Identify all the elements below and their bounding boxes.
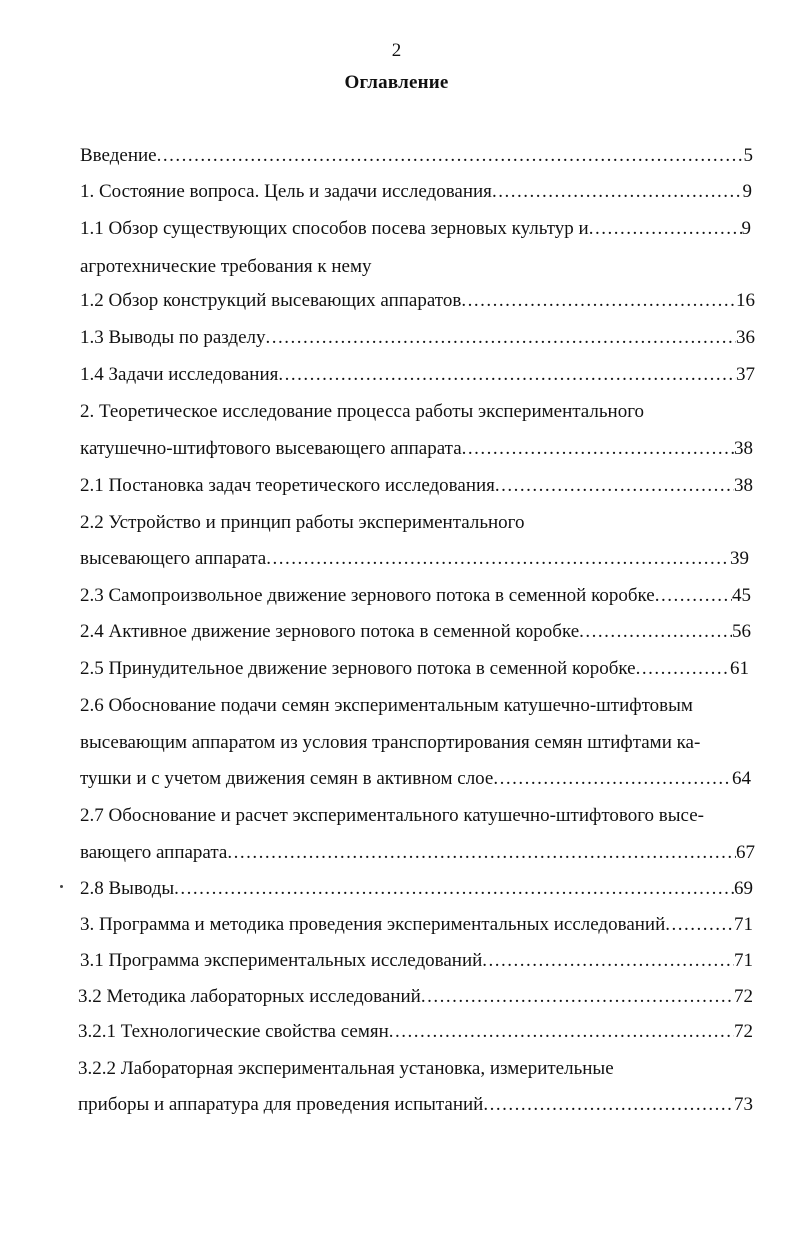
toc-entry-2-6[interactable] bbox=[80, 768, 751, 790]
dot-leader bbox=[495, 475, 734, 497]
toc-entry-1-1[interactable] bbox=[80, 218, 751, 240]
toc-entry-3-1[interactable] bbox=[80, 950, 753, 972]
toc-page-number: 71 bbox=[734, 950, 753, 971]
stray-mark bbox=[60, 885, 63, 888]
toc-entry-text: 1. Состояние вопроса. Цель и задачи исследования bbox=[80, 181, 492, 202]
toc-page-number: 5 bbox=[743, 145, 753, 166]
dot-leader bbox=[579, 621, 732, 643]
toc-entry-text: катушечно-штифтового высевающего аппарата bbox=[80, 438, 462, 459]
dot-leader bbox=[655, 585, 732, 607]
toc-entry-text: 2.3 Самопроизвольное движение зернового потока в семенной коробке bbox=[80, 585, 655, 606]
toc-entry-2-1[interactable] bbox=[80, 475, 753, 497]
toc-entry-text: 3.1 Программа экспериментальных исследований bbox=[80, 950, 483, 971]
toc-entry-text: высевающего аппарата bbox=[80, 548, 267, 569]
toc-entry-continuation: агротехнические требования к нему bbox=[80, 256, 372, 277]
toc-entry-2-heading: 2. Теоретическое исследование процесса работы экспериментального bbox=[80, 401, 645, 422]
toc-entry-text: тушки и с учетом движения семян в активном слое bbox=[80, 768, 494, 789]
toc-page-number: 37 bbox=[736, 364, 755, 385]
toc-entry-text: 2.4 Активное движение зернового потока в семенной коробке bbox=[80, 621, 580, 642]
toc-entry-2-7-heading: 2.7 Обоснование и расчет экспериментального катушечно-штифтового высе- bbox=[80, 805, 704, 826]
dot-leader bbox=[157, 145, 744, 167]
toc-entry-1-3[interactable] bbox=[80, 327, 755, 349]
toc-page-number: 56 bbox=[732, 621, 751, 642]
toc-entry-3-2-2[interactable] bbox=[78, 1094, 753, 1116]
page-number: 2 bbox=[391, 40, 402, 61]
toc-entry-2-2-heading: 2.2 Устройство и принцип работы экспериментального bbox=[80, 512, 525, 533]
toc-entry-1-4[interactable] bbox=[80, 364, 755, 386]
dot-leader bbox=[266, 548, 730, 570]
toc-entry-3-2[interactable] bbox=[78, 986, 753, 1008]
toc-page-number: 38 bbox=[734, 438, 753, 459]
toc-entry-1[interactable] bbox=[80, 181, 752, 203]
toc-page-number: 38 bbox=[734, 475, 753, 496]
toc-entry-text: Введение bbox=[80, 145, 157, 166]
dot-leader bbox=[482, 950, 734, 972]
dot-leader bbox=[665, 914, 734, 936]
dot-leader bbox=[636, 658, 730, 680]
toc-entry-2-3[interactable] bbox=[80, 585, 751, 607]
toc-page-number: 61 bbox=[730, 658, 749, 679]
toc-entry-2-5[interactable] bbox=[80, 658, 749, 680]
dot-leader bbox=[493, 768, 732, 790]
toc-page-number: 16 bbox=[736, 290, 755, 311]
toc-page-number: 71 bbox=[734, 914, 753, 935]
toc-entry-intro[interactable] bbox=[80, 145, 753, 167]
toc-entry-text: 1.1 Обзор существующих способов посева зерновых культур и bbox=[80, 218, 589, 239]
dot-leader bbox=[227, 842, 736, 864]
toc-page-number: 39 bbox=[730, 548, 749, 569]
toc-entry-text: 3. Программа и методика проведения экспериментальных исследований bbox=[80, 914, 666, 935]
toc-entry-text: 1.3 Выводы по разделу bbox=[80, 327, 266, 348]
dot-leader bbox=[266, 327, 736, 349]
toc-entry-3-2-1[interactable] bbox=[78, 1021, 753, 1043]
dot-leader bbox=[462, 438, 734, 460]
toc-entry-2[interactable] bbox=[80, 438, 753, 460]
toc-page-number: 69 bbox=[734, 878, 753, 899]
toc-page-number: 72 bbox=[734, 986, 753, 1007]
toc-entry-2-4[interactable] bbox=[80, 621, 751, 643]
toc-page-number: 67 bbox=[736, 842, 755, 863]
toc-page-number: 72 bbox=[734, 1021, 753, 1042]
toc-entry-text: вающего аппарата bbox=[80, 842, 228, 863]
toc-entry-2-8[interactable] bbox=[80, 878, 753, 900]
toc-entry-text: 2.1 Постановка задач теоретического исследования bbox=[80, 475, 495, 496]
toc-page-number: 45 bbox=[732, 585, 751, 606]
dot-leader bbox=[174, 878, 734, 900]
dot-leader bbox=[492, 181, 743, 203]
toc-entry-text: 1.4 Задачи исследования bbox=[80, 364, 279, 385]
dot-leader bbox=[461, 290, 736, 312]
page-title: Оглавление bbox=[344, 72, 449, 93]
toc-entry-text: 3.2.1 Технологические свойства семян bbox=[78, 1021, 389, 1042]
toc-entry-text: приборы и аппаратура для проведения испытаний bbox=[78, 1094, 484, 1115]
toc-page-number: 73 bbox=[734, 1094, 753, 1115]
toc-entry-text: 2.5 Принудительное движение зернового потока в семенной коробке bbox=[80, 658, 636, 679]
toc-entry-2-2[interactable] bbox=[80, 548, 749, 570]
toc-entry-text: 2.8 Выводы bbox=[80, 878, 175, 899]
toc-entry-text: 3.2 Методика лабораторных исследований bbox=[78, 986, 421, 1007]
dot-leader bbox=[421, 986, 734, 1008]
dot-leader bbox=[589, 218, 742, 240]
toc-entry-1-2[interactable] bbox=[80, 290, 755, 312]
toc-page-number: 9 bbox=[741, 218, 751, 239]
toc-entry-continuation: высевающим аппаратом из условия транспортирования семян штифтами ка- bbox=[80, 732, 701, 753]
toc-entry-2-6-heading: 2.6 Обоснование подачи семян экспериментальным катушечно-штифтовым bbox=[80, 695, 693, 716]
toc-page-number: 64 bbox=[732, 768, 751, 789]
toc-page-number: 9 bbox=[742, 181, 752, 202]
toc-entry-2-7[interactable] bbox=[80, 842, 755, 864]
toc-page-number: 36 bbox=[736, 327, 755, 348]
toc-entry-text: 1.2 Обзор конструкций высевающих аппаратов bbox=[80, 290, 462, 311]
dot-leader bbox=[278, 364, 736, 386]
dot-leader bbox=[389, 1021, 734, 1043]
toc-entry-3-2-2-heading: 3.2.2 Лабораторная экспериментальная установка, измерительные bbox=[78, 1058, 614, 1079]
toc-entry-3[interactable] bbox=[80, 914, 753, 936]
dot-leader bbox=[483, 1094, 734, 1116]
